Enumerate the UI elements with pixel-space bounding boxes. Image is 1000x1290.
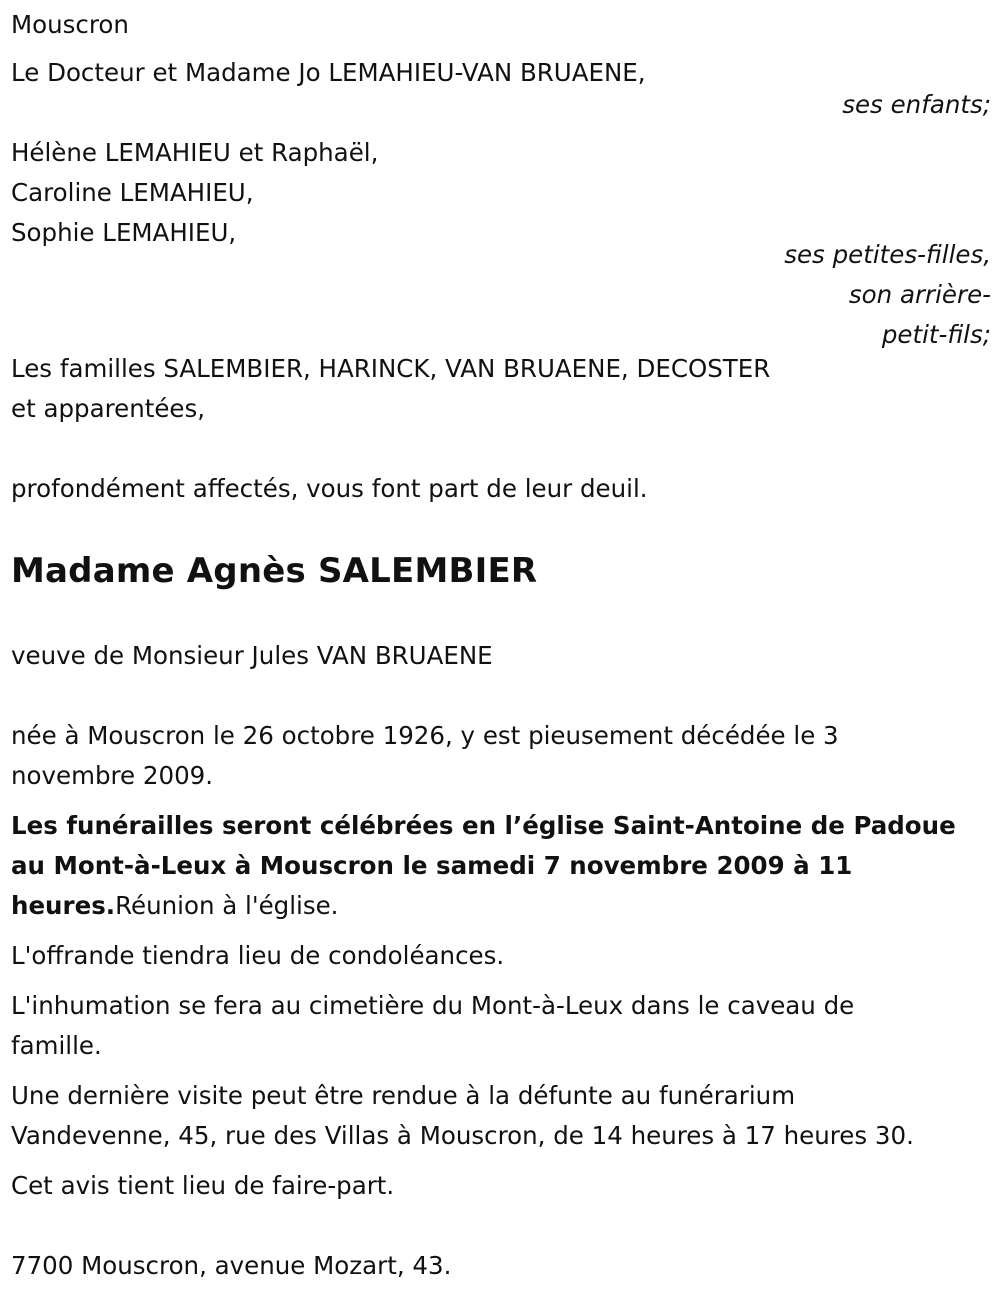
burial-line: L'inhumation se fera au cimetière du Mont-à-Leux dans le caveau de [11, 991, 855, 1020]
funeral-meeting: Réunion à l'église. [115, 891, 339, 920]
grandchildren-relation-line: petit-fils; [881, 320, 991, 349]
address-block [11, 1246, 991, 1286]
offering: L'offrande tiendra lieu de condoléances. [11, 941, 505, 970]
children-block [11, 53, 991, 131]
visit-line: Vandevenne, 45, rue des Villas à Mouscron, de 14 heures à 17 heures 30. [11, 1121, 914, 1150]
visit-block [11, 1076, 991, 1156]
grandchild-name: Sophie LEMAHIEU, [11, 218, 237, 247]
deceased-name: Madame Agnès SALEMBIER [11, 551, 538, 591]
burial-line: famille. [11, 1031, 102, 1060]
announcement: profondément affectés, vous font part de leur deuil. [11, 474, 648, 503]
offering-block [11, 936, 991, 976]
deceased-block [11, 551, 991, 591]
funeral-time: heures. [11, 891, 116, 920]
families-line: Les familles SALEMBIER, HARINCK, VAN BRUAENE, DECOSTER [11, 354, 771, 383]
families-block [11, 349, 991, 429]
birth-death-block [11, 716, 991, 796]
city-block [11, 5, 991, 45]
funeral-line: Les funérailles seront célébrées en l’église Saint-Antoine de Padoue [11, 811, 956, 840]
grandchild-name: Caroline LEMAHIEU, [11, 178, 254, 207]
funeral-line-last [11, 886, 991, 926]
widow-of: veuve de Monsieur Jules VAN BRUAENE [11, 641, 493, 670]
funeral-line: au Mont-à-Leux à Mouscron le samedi 7 novembre 2009 à 11 [11, 851, 853, 880]
address: 7700 Mouscron, avenue Mozart, 43. [11, 1251, 452, 1280]
funeral-block [11, 806, 991, 926]
announcement-block [11, 469, 991, 509]
city: Mouscron [11, 10, 129, 39]
visit-line: Une dernière visite peut être rendue à la défunte au funérarium [11, 1081, 796, 1110]
notice-block [11, 1166, 991, 1206]
grandchild-name: Hélène LEMAHIEU et Raphaël, [11, 138, 379, 167]
grandchildren-relation-line: son arrière- [848, 280, 991, 309]
grandchildren-relation-line: ses petites-filles, [784, 240, 991, 269]
birth-death-line: novembre 2009. [11, 761, 214, 790]
obituary-notice [11, 5, 991, 1286]
children-names: Le Docteur et Madame Jo LEMAHIEU-VAN BRUAENE, [11, 58, 646, 87]
birth-death-line: née à Mouscron le 26 octobre 1926, y est pieusement décédée le 3 [11, 721, 839, 750]
families-line: et apparentées, [11, 394, 206, 423]
children-relation: ses enfants; [842, 90, 991, 119]
burial-block [11, 986, 991, 1066]
notice: Cet avis tient lieu de faire-part. [11, 1171, 395, 1200]
widow-block [11, 636, 991, 676]
